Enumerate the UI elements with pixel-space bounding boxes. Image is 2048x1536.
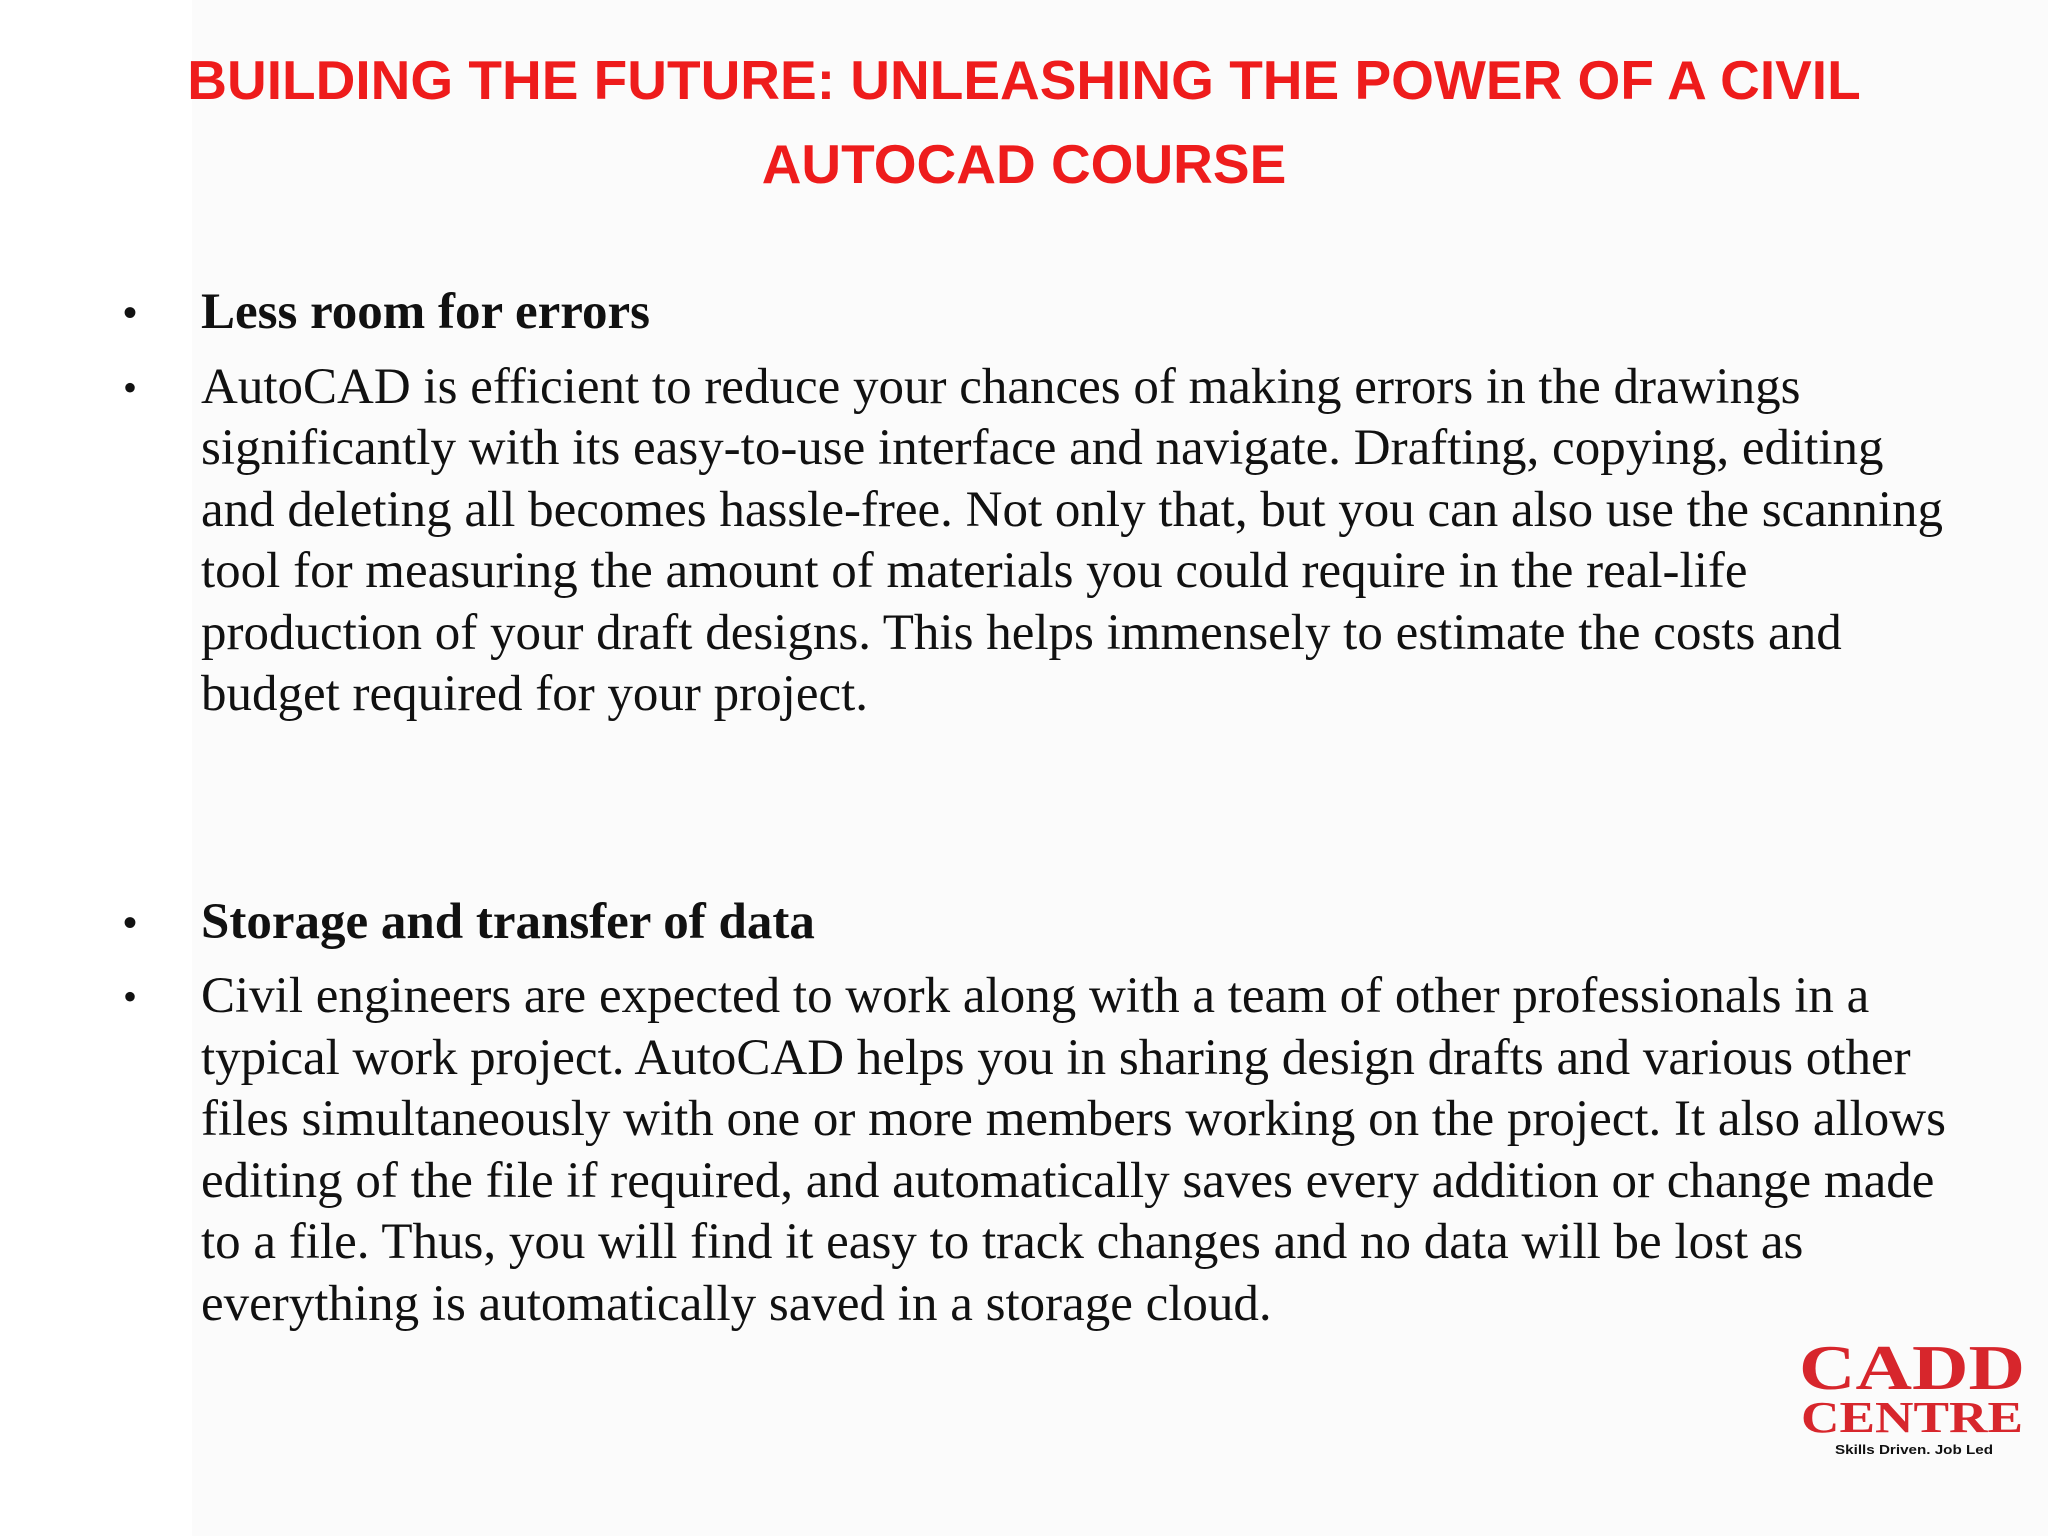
bullet-icon: • [123, 974, 138, 1019]
bullet-list [120, 282, 1950, 1348]
body-text: AutoCAD is efficient to reduce your chances of making errors in the drawings significantly with its easy-to-use interface and navigate. Drafting, copying, editing and deleting all becomes hassle-free. Not only that, but you can also use the scanning tool for measuring the amount of materials you could require in the real-life production of your draft designs. This helps immensely to estimate the costs and budget required for your project. [201, 358, 1943, 722]
body-text: Civil engineers are expected to work along with a team of other professionals in a typical work project. AutoCAD helps you in sharing design drafts and various other files simultaneously with one or more members working on the project. It also allows editing of the file if required, and automatically saves every addition or change made to a file. Thus, you will find it easy to track changes and no data will be lost as everything is automatically saved in a storage cloud. [201, 968, 1946, 1332]
bullet-heading-storage [120, 892, 1950, 954]
bullet-icon: • [123, 899, 138, 945]
logo-line-1: CADD [1799, 1337, 2025, 1403]
bullet-body-errors [120, 357, 1950, 726]
heading-text: Less room for errors [201, 284, 650, 340]
bullet-icon: • [123, 290, 138, 335]
slide-title: BUILDING THE FUTURE: UNLEASHING THE POWER OF A CIVIL AUTOCAD COURSE [187, 49, 1861, 195]
logo-line-2: CENTRE [1801, 1393, 2023, 1442]
logo-tagline: Skills Driven. Job Led [1835, 1442, 1994, 1457]
logo-graphic [1792, 1337, 2032, 1462]
cadd-centre-logo [1792, 1337, 2032, 1462]
bullet-heading-errors [120, 282, 1950, 344]
bullet-body-storage [120, 966, 1950, 1335]
heading-text: Storage and transfer of data [201, 893, 815, 950]
bullet-icon: • [123, 364, 138, 410]
